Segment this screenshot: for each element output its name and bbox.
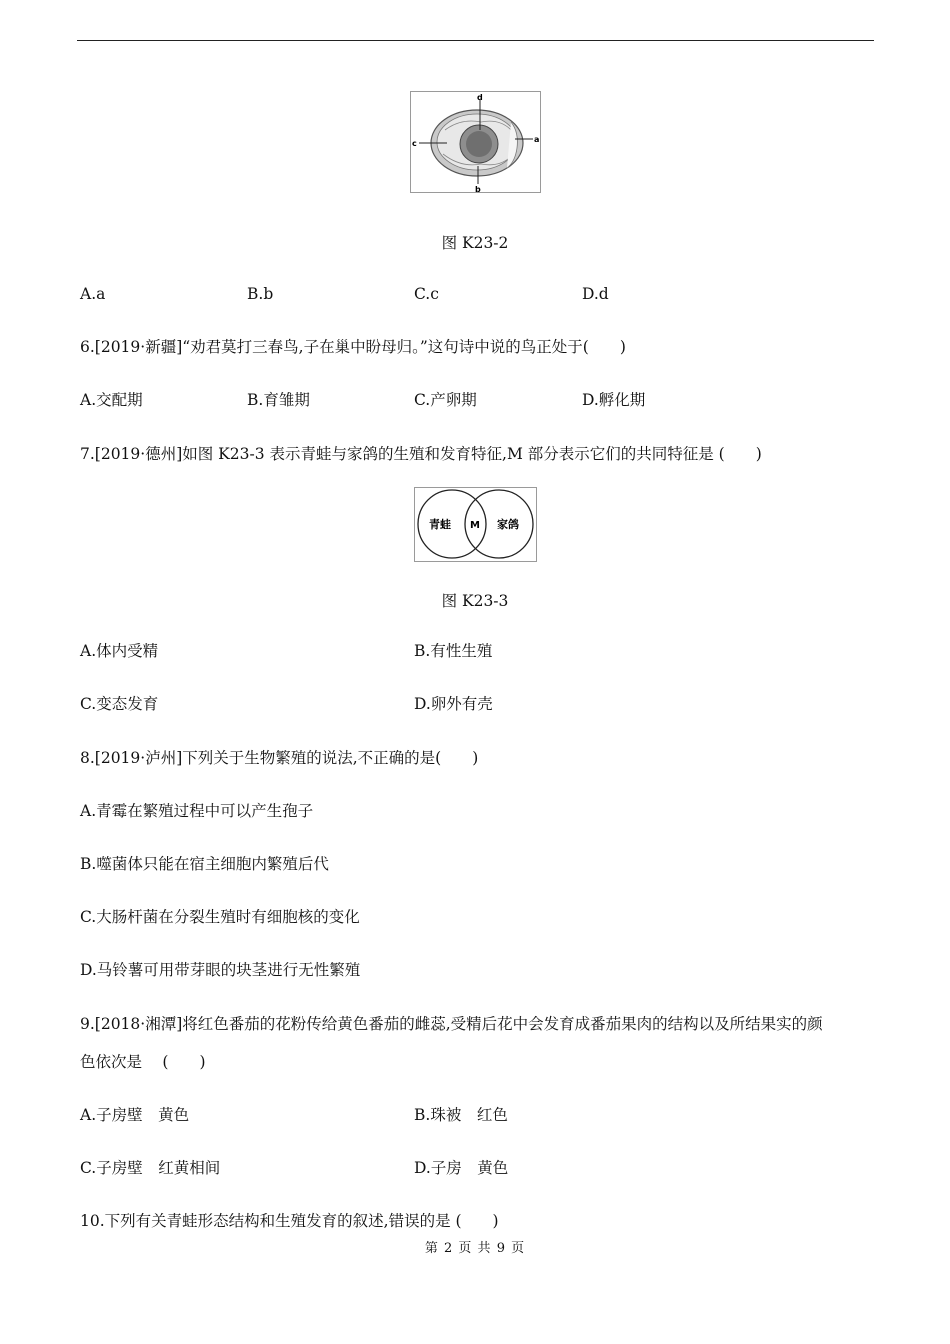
q8-option-c: C.大肠杆菌在分裂生殖时有细胞核的变化	[80, 908, 360, 926]
q5-option-d: D.d	[582, 285, 609, 303]
figure-caption-k23-3: 图 K23-3	[441, 592, 509, 610]
q7-option-d: D.卵外有壳	[414, 695, 493, 713]
q5-option-b: B.b	[247, 285, 274, 303]
figure-caption-k23-2: 图 K23-2	[441, 234, 509, 252]
venn-diagram	[415, 488, 536, 561]
q10-stem: 10.下列有关青蛙形态结构和生殖发育的叙述,错误的是 ( )	[80, 1212, 499, 1230]
q9-option-b: B.珠被 红色	[414, 1106, 508, 1124]
q6-option-a: A.交配期	[80, 391, 143, 409]
venn-left-label: 青蛙	[429, 518, 451, 531]
q8-option-b: B.噬菌体只能在宿主细胞内繁殖后代	[80, 855, 329, 873]
q5-option-c: C.c	[414, 285, 439, 303]
venn-right-label: 家鸽	[497, 518, 519, 531]
egg-diagram	[411, 92, 540, 192]
q6-option-b: B.育雏期	[247, 391, 310, 409]
q8-option-d: D.马铃薯可用带芽眼的块茎进行无性繁殖	[80, 961, 361, 979]
page-footer: 第 2 页 共 9 页	[424, 1241, 526, 1256]
q6-option-c: C.产卵期	[414, 391, 477, 409]
q6-stem: 6.[2019·新疆]“劝君莫打三春鸟,子在巢中盼母归。”这句诗中说的鸟正处于( )	[80, 338, 626, 356]
label-a: a	[534, 135, 540, 144]
label-c: c	[412, 139, 417, 148]
venn-middle-label: M	[470, 520, 480, 531]
header-rule	[77, 40, 874, 41]
q9-option-c: C.子房壁 红黄相间	[80, 1159, 221, 1177]
q8-option-a: A.青霉在繁殖过程中可以产生孢子	[80, 802, 314, 820]
label-b: b	[475, 185, 481, 192]
q8-stem: 8.[2019·泸州]下列关于生物繁殖的说法,不正确的是( )	[80, 749, 479, 767]
q9-option-a: A.子房壁 黄色	[80, 1106, 190, 1124]
q9-option-d: D.子房 黄色	[414, 1159, 509, 1177]
q5-option-a: A.a	[80, 285, 106, 303]
egg-figure	[410, 91, 541, 193]
q7-option-b: B.有性生殖	[414, 642, 493, 660]
q7-option-c: C.变态发育	[80, 695, 159, 713]
label-d: d	[477, 93, 483, 102]
venn-figure	[414, 487, 537, 562]
q9-stem-line2: 色依次是 ( )	[80, 1053, 206, 1071]
q9-stem-line1: 9.[2018·湘潭]将红色番茄的花粉传给黄色番茄的雌蕊,受精后花中会发育成番茄果肉的结构以及所结果实的颜	[80, 1015, 823, 1033]
q6-option-d: D.孵化期	[582, 391, 646, 409]
q7-stem: 7.[2019·德州]如图 K23-3 表示青蛙与家鸽的生殖和发育特征,M 部分表示它们的共同特征是 ( )	[80, 445, 762, 463]
q7-option-a: A.体内受精	[80, 642, 159, 660]
